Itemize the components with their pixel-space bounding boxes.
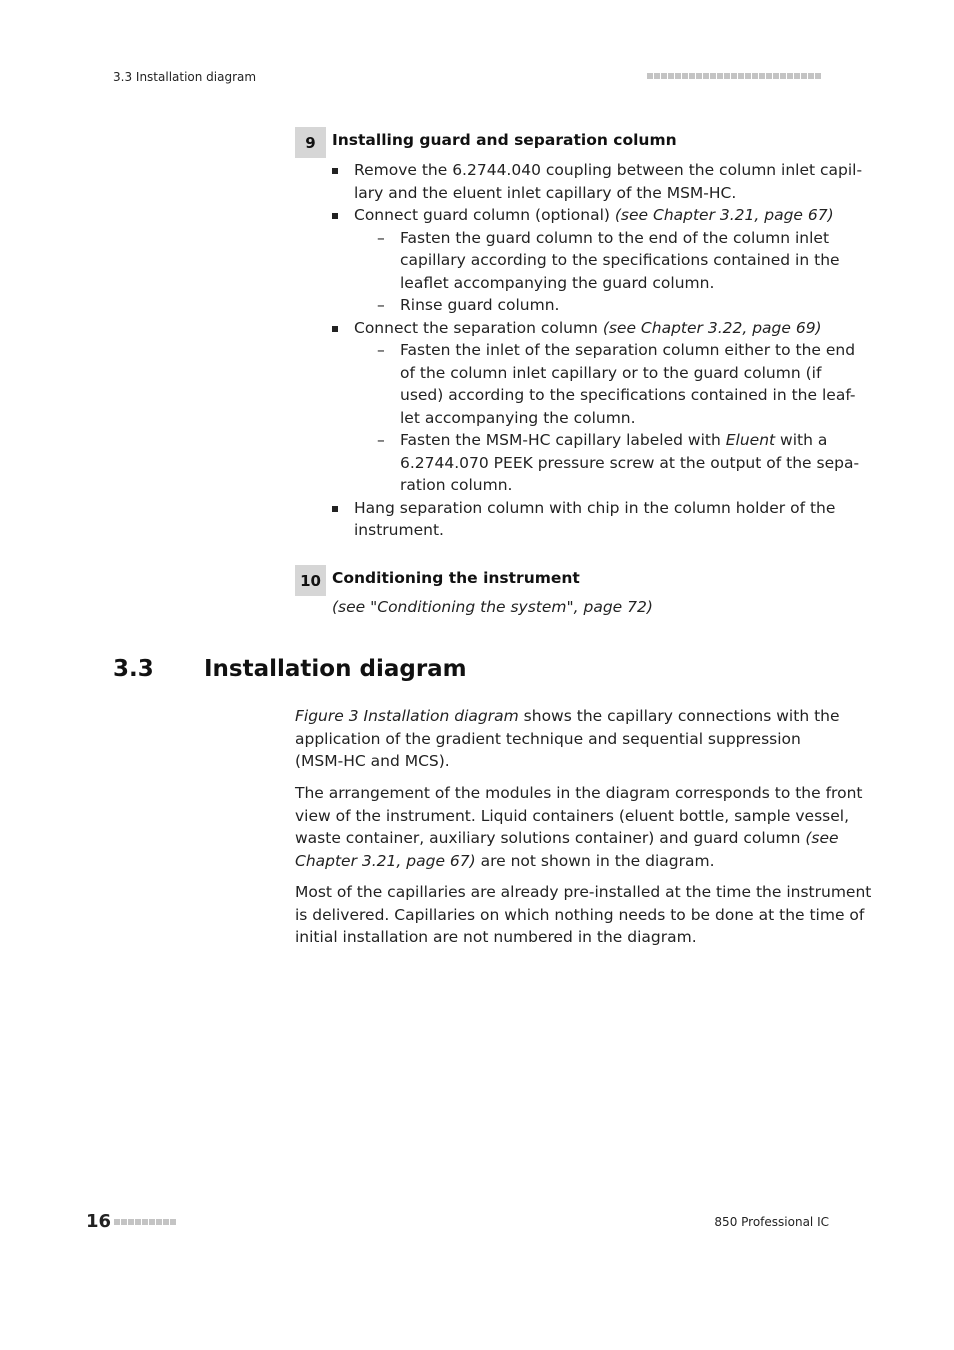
chapter-reference-link[interactable]: (see Chapter 3.21, page 67): [614, 206, 834, 224]
sub-list-item: – Rinse guard column.: [332, 294, 832, 317]
sub-list-item: – Fasten the inlet of the separation column either to the end of the column inlet capillary or to the guard column (if used) according to the specifications contained in the leaf- let accompanying the column.: [377, 341, 856, 427]
step-9-list: [332, 159, 863, 542]
list-item: Connect guard column (optional) (see Chapter 3.21, page 67): [332, 204, 832, 227]
dash-icon: –: [377, 296, 385, 314]
running-header-section: 3.3 Installation diagram: [113, 70, 257, 84]
step-10-reference-link[interactable]: (see "Conditioning the system", page 72): [332, 598, 653, 616]
chapter-reference-link[interactable]: (see: [805, 829, 839, 847]
bullet-icon: [332, 213, 338, 219]
dash-icon: –: [377, 431, 385, 449]
step-9-number: 9: [295, 127, 326, 158]
step-10-number: 10: [295, 565, 326, 596]
dash-icon: –: [377, 228, 385, 247]
step-10-title: Conditioning the instrument: [332, 569, 580, 587]
footer-decoration-squares: [114, 1219, 176, 1225]
page-number: 16: [86, 1211, 112, 1232]
paragraph-2: The arrangement of the modules in the diagram corresponds to the front view of the instrument. Liquid containers (eluent bottle, sample vessel, waste container, auxiliary solutions container) and guard column (see Chapter 3.21, page 67) are not shown in the diagram.: [295, 784, 863, 870]
bullet-icon: [332, 326, 338, 332]
list-item: Remove the 6.2744.040 coupling between the column inlet capil- lary and the eluent inlet capillary of the MSM-HC.: [332, 159, 832, 204]
chapter-reference-link[interactable]: (see Chapter 3.22, page 69): [602, 318, 822, 337]
paragraph-3: Most of the capillaries are already pre-installed at the time the instrument is delivered. Capillaries on which nothing needs to be done at the time of initial installation are not numbered in the diagram.: [295, 883, 872, 946]
chapter-reference-link[interactable]: Chapter 3.21, page 67): [295, 851, 476, 870]
list-item: Hang separation column with chip in the column holder of the instrument.: [332, 497, 832, 542]
header-decoration-squares: [647, 73, 821, 79]
bullet-icon: [332, 168, 338, 174]
step-9-title: Installing guard and separation column: [332, 131, 677, 149]
bullet-icon: [332, 506, 338, 512]
section-number: 3.3: [113, 656, 154, 682]
figure-reference-link[interactable]: Figure 3 Installation diagram: [295, 707, 519, 725]
sub-list-item: – Fasten the MSM-HC capillary labeled with Eluent with a 6.2744.070 PEEK pressure screw at the output of the sepa- ration column.: [377, 431, 860, 494]
footer-product-name: 850 Professional IC: [714, 1215, 829, 1229]
paragraph-1: Figure 3 Installation diagram shows the capillary connections with the application of the gradient technique and sequential suppression (MSM-HC and MCS).: [295, 707, 840, 770]
dash-icon: –: [377, 341, 385, 359]
sub-list-item: – Fasten the guard column to the end of the column inlet capillary according to the specifications contained in the leaflet accompanying the guard column.: [377, 228, 840, 292]
list-item: Connect the separation column (see Chapter 3.22, page 69): [332, 317, 832, 340]
section-title: Installation diagram: [204, 656, 467, 682]
